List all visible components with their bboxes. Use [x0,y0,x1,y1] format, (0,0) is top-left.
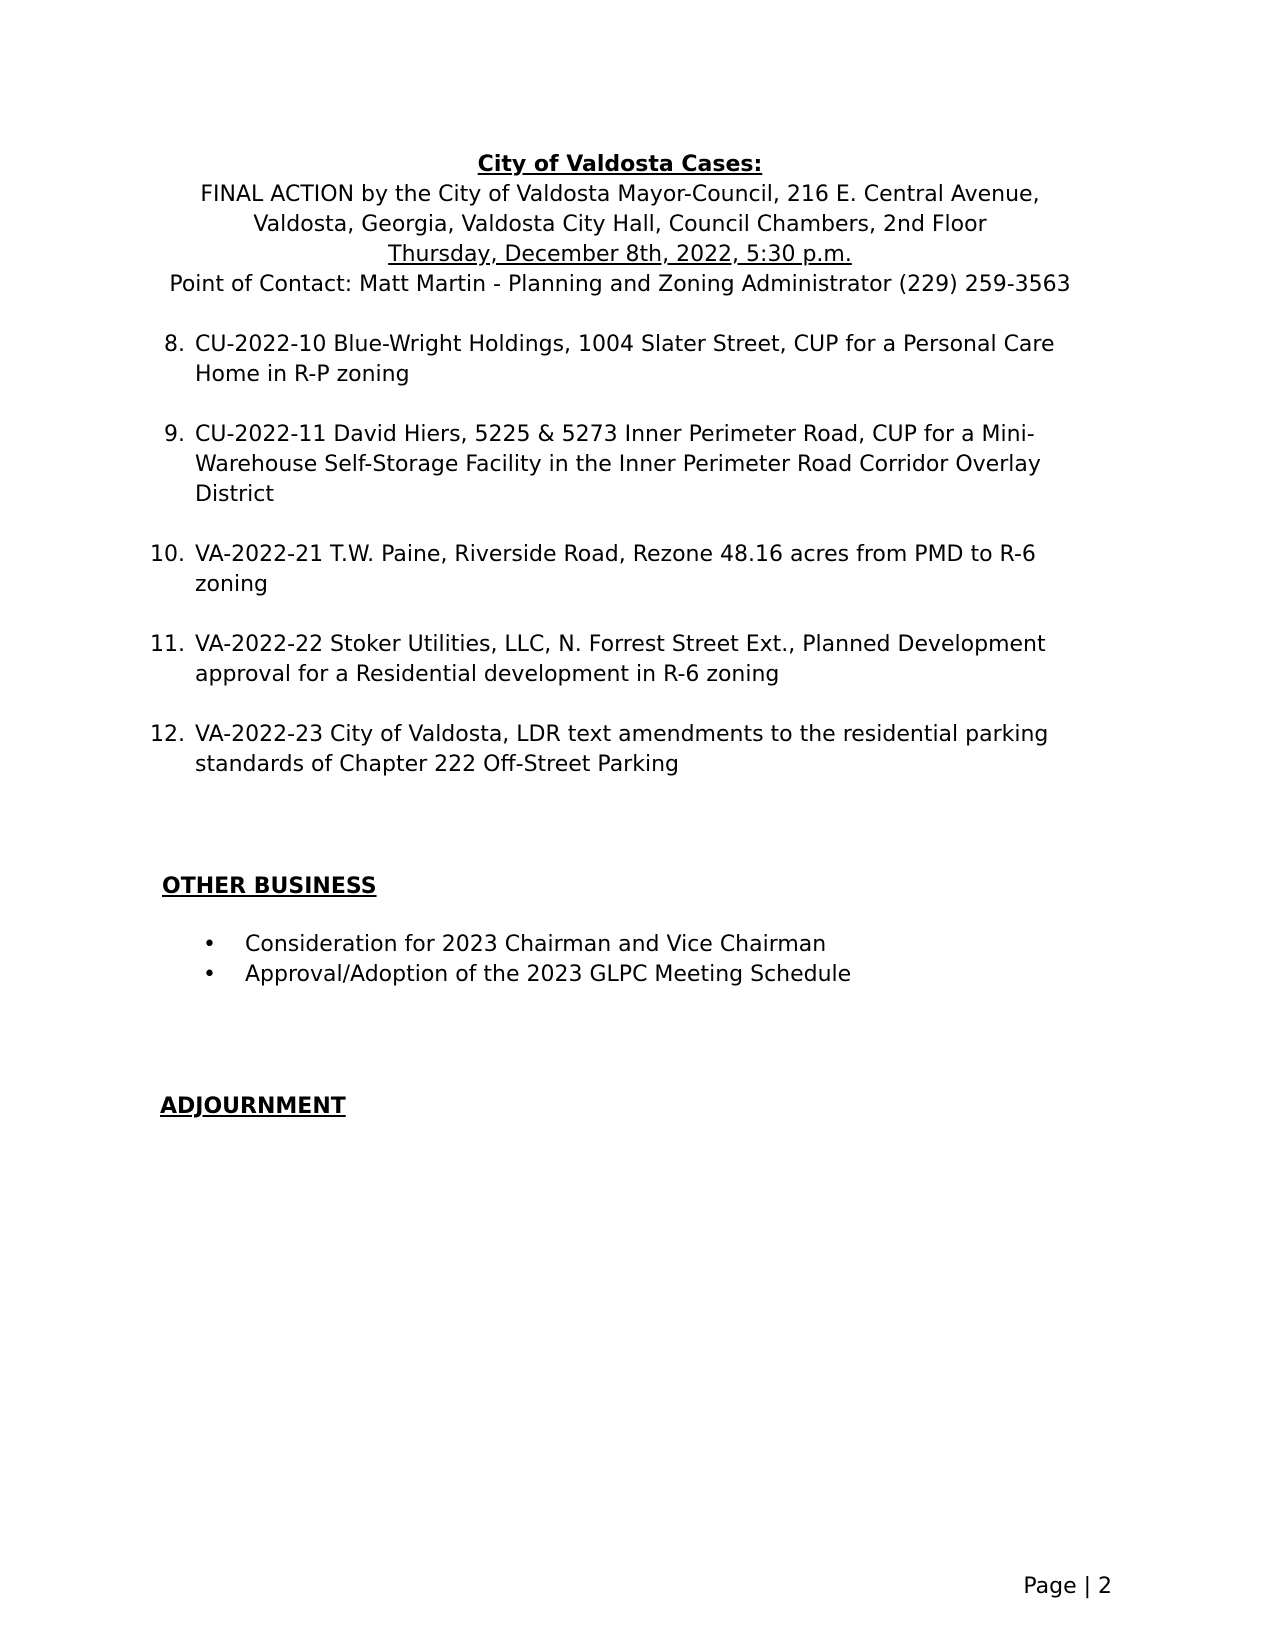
list-item-text: Approval/Adoption of the 2023 GLPC Meeting Schedule [245,962,852,987]
case-item [125,330,1085,390]
case-text: CU-2022-11 David Hiers, 5225 & 5273 Inner Perimeter Road, CUP for a Mini-Warehouse Self-Storage Facility in the Inner Perimeter Road Corridor Overlay District [195,422,1041,507]
case-text: VA-2022-21 T.W. Paine, Riverside Road, Rezone 48.16 acres from PMD to R-6 zoning [195,542,1036,597]
case-number: 12. [150,722,185,747]
cases-header [150,150,1090,300]
list-item [195,960,851,990]
case-list [125,330,1085,810]
page-number: Page | 2 [1023,1574,1112,1599]
list-item-text: Consideration for 2023 Chairman and Vice Chairman [245,932,827,957]
case-text: CU-2022-10 Blue-Wright Holdings, 1004 Slater Street, CUP for a Personal Care Home in R-P zoning [195,332,1055,387]
case-number: 10. [150,542,185,567]
bullet-icon: • [203,932,216,957]
list-item [195,930,851,960]
point-of-contact: Point of Contact: Matt Martin - Planning and Zoning Administrator (229) 259-3563 [169,272,1071,297]
other-business-list [195,930,851,990]
case-item [125,630,1085,690]
section-title: City of Valdosta Cases: [477,152,763,177]
case-text: VA-2022-23 City of Valdosta, LDR text amendments to the residential parking standards of Chapter 222 Off-Street Parking [195,722,1049,777]
case-item [125,720,1085,780]
case-number: 9. [164,422,185,447]
other-business-heading: OTHER BUSINESS [162,874,377,899]
case-item [125,540,1085,600]
case-number: 11. [150,632,185,657]
meeting-location-line-1: FINAL ACTION by the City of Valdosta Mayor-Council, 216 E. Central Avenue, [200,182,1040,207]
meeting-location-line-2: Valdosta, Georgia, Valdosta City Hall, Council Chambers, 2nd Floor [253,212,987,237]
adjournment-heading: ADJOURNMENT [160,1094,346,1119]
case-text: VA-2022-22 Stoker Utilities, LLC, N. Forrest Street Ext., Planned Development approval for a Residential development in R-6 zoning [195,632,1046,687]
meeting-date: Thursday, December 8th, 2022, 5:30 p.m. [388,242,852,267]
case-number: 8. [164,332,185,357]
bullet-icon: • [203,962,216,987]
case-item [125,420,1085,510]
